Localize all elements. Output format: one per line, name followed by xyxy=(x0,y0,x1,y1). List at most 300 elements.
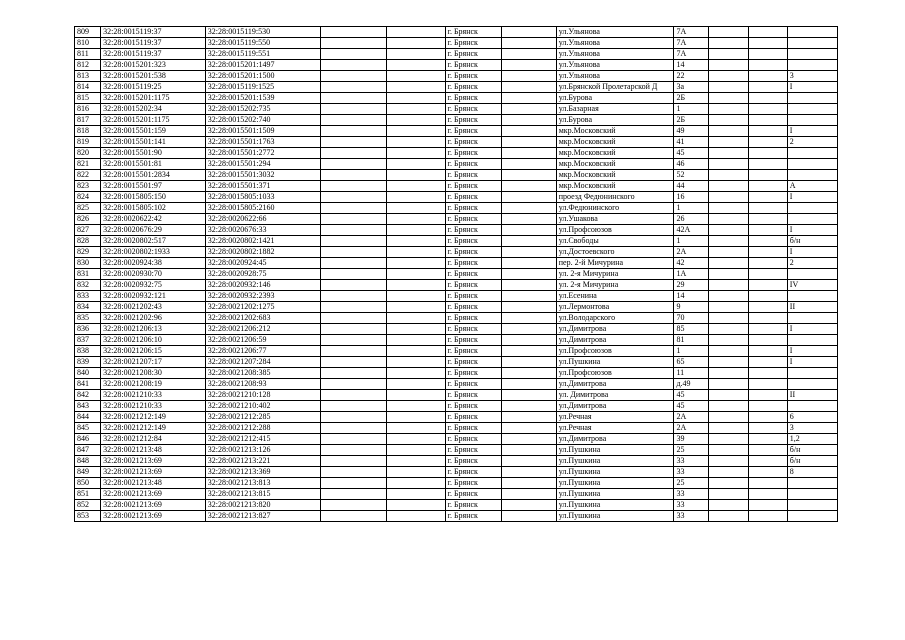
cell-house-number: 39 xyxy=(674,434,709,445)
cell-object-cadastral-number: 32:28:0015119:550 xyxy=(205,38,321,49)
cell-house-number: 45 xyxy=(674,148,709,159)
cell-city: г. Брянск xyxy=(445,489,502,500)
cell-parcel-cadastral-number: 32:28:0020676:29 xyxy=(101,225,206,236)
cell-blank-column-b xyxy=(386,214,445,225)
cell-house-number: 9 xyxy=(674,302,709,313)
table-row xyxy=(75,104,838,115)
cell-blank-column-e xyxy=(748,434,787,445)
cell-city: г. Брянск xyxy=(445,335,502,346)
cell-object-cadastral-number: 32:28:0015501:294 xyxy=(205,159,321,170)
cell-object-cadastral-number: 32:28:0015501:3032 xyxy=(205,170,321,181)
cell-blank-column-e xyxy=(748,357,787,368)
cell-house-number: 2Б xyxy=(674,93,709,104)
cell-blank-column-d xyxy=(709,137,748,148)
cell-row-number: 822 xyxy=(75,170,101,181)
cell-object-cadastral-number: 32:28:0020932:2393 xyxy=(205,291,321,302)
cell-city: г. Брянск xyxy=(445,27,502,38)
cell-city: г. Брянск xyxy=(445,126,502,137)
cell-premises-number: 8 xyxy=(787,467,837,478)
cell-blank-column-b xyxy=(386,115,445,126)
cell-blank-column-a xyxy=(321,500,386,511)
cell-street: ул.Ульянова xyxy=(556,71,674,82)
cell-house-number: 1 xyxy=(674,236,709,247)
cell-house-number: 44 xyxy=(674,181,709,192)
cell-blank-column-a xyxy=(321,137,386,148)
cell-blank-column-d xyxy=(709,368,748,379)
cell-row-number: 811 xyxy=(75,49,101,60)
table-row xyxy=(75,390,838,401)
cell-city: г. Брянск xyxy=(445,445,502,456)
cell-object-cadastral-number: 32:28:0021213:815 xyxy=(205,489,321,500)
cell-blank-column-b xyxy=(386,236,445,247)
cell-object-cadastral-number: 32:28:0015201:1500 xyxy=(205,71,321,82)
cell-blank-column-a xyxy=(321,203,386,214)
cell-house-number: 45 xyxy=(674,390,709,401)
cell-street: ул.Димитрова xyxy=(556,434,674,445)
cell-blank-column-b xyxy=(386,126,445,137)
cell-blank-column-b xyxy=(386,27,445,38)
cell-blank-column-a xyxy=(321,104,386,115)
cell-row-number: 835 xyxy=(75,313,101,324)
cell-blank-column-b xyxy=(386,291,445,302)
cell-object-cadastral-number: 32:28:0015119:530 xyxy=(205,27,321,38)
cell-row-number: 832 xyxy=(75,280,101,291)
cell-blank-column-c xyxy=(502,324,557,335)
cell-blank-column-b xyxy=(386,269,445,280)
cell-object-cadastral-number: 32:28:0021206:77 xyxy=(205,346,321,357)
cell-house-number: 14 xyxy=(674,60,709,71)
cell-blank-column-c xyxy=(502,225,557,236)
cell-blank-column-c xyxy=(502,335,557,346)
cell-city: г. Брянск xyxy=(445,93,502,104)
cell-object-cadastral-number: 32:28:0021208:93 xyxy=(205,379,321,390)
cell-blank-column-a xyxy=(321,302,386,313)
cell-blank-column-b xyxy=(386,170,445,181)
cell-blank-column-d xyxy=(709,346,748,357)
table-row xyxy=(75,137,838,148)
cell-blank-column-b xyxy=(386,456,445,467)
cell-street: ул.Свободы xyxy=(556,236,674,247)
cell-house-number: 2А xyxy=(674,412,709,423)
cell-city: г. Брянск xyxy=(445,258,502,269)
cell-house-number: 7А xyxy=(674,38,709,49)
cell-city: г. Брянск xyxy=(445,280,502,291)
cell-blank-column-d xyxy=(709,159,748,170)
cell-blank-column-e xyxy=(748,324,787,335)
cell-street: ул.Достоевского xyxy=(556,247,674,258)
cell-blank-column-d xyxy=(709,423,748,434)
cell-blank-column-c xyxy=(502,313,557,324)
cell-parcel-cadastral-number: 32:28:0021202:96 xyxy=(101,313,206,324)
cell-blank-column-a xyxy=(321,170,386,181)
cell-blank-column-a xyxy=(321,434,386,445)
cell-premises-number xyxy=(787,115,837,126)
table-row xyxy=(75,401,838,412)
cell-blank-column-e xyxy=(748,170,787,181)
cell-house-number: 22 xyxy=(674,71,709,82)
cell-blank-column-c xyxy=(502,181,557,192)
cell-object-cadastral-number: 32:28:0021202:1275 xyxy=(205,302,321,313)
cell-premises-number: I xyxy=(787,126,837,137)
cell-blank-column-b xyxy=(386,71,445,82)
cell-blank-column-d xyxy=(709,126,748,137)
cell-blank-column-e xyxy=(748,335,787,346)
cell-street: ул.Димитрова xyxy=(556,335,674,346)
cell-premises-number xyxy=(787,313,837,324)
table-row xyxy=(75,335,838,346)
cell-blank-column-b xyxy=(386,181,445,192)
cell-row-number: 828 xyxy=(75,236,101,247)
table-row xyxy=(75,423,838,434)
table-row xyxy=(75,159,838,170)
cell-blank-column-c xyxy=(502,49,557,60)
cell-blank-column-a xyxy=(321,346,386,357)
cell-street: ул. 2-я Мичурина xyxy=(556,269,674,280)
cell-blank-column-b xyxy=(386,445,445,456)
cell-blank-column-d xyxy=(709,269,748,280)
cell-parcel-cadastral-number: 32:28:0015119:37 xyxy=(101,49,206,60)
cell-blank-column-a xyxy=(321,412,386,423)
register-table xyxy=(74,26,838,522)
cell-city: г. Брянск xyxy=(445,225,502,236)
cell-row-number: 823 xyxy=(75,181,101,192)
cell-blank-column-d xyxy=(709,214,748,225)
cell-row-number: 814 xyxy=(75,82,101,93)
cell-row-number: 844 xyxy=(75,412,101,423)
cell-blank-column-d xyxy=(709,335,748,346)
cell-blank-column-c xyxy=(502,258,557,269)
cell-blank-column-a xyxy=(321,115,386,126)
cell-blank-column-b xyxy=(386,49,445,60)
cell-parcel-cadastral-number: 32:28:0020622:42 xyxy=(101,214,206,225)
cell-blank-column-c xyxy=(502,71,557,82)
cell-blank-column-c xyxy=(502,434,557,445)
cell-city: г. Брянск xyxy=(445,456,502,467)
cell-street: ул. 2-я Мичурина xyxy=(556,280,674,291)
cell-object-cadastral-number: 32:28:0021213:369 xyxy=(205,467,321,478)
cell-blank-column-e xyxy=(748,71,787,82)
cell-object-cadastral-number: 32:28:0020928:75 xyxy=(205,269,321,280)
cell-blank-column-b xyxy=(386,324,445,335)
table-row xyxy=(75,38,838,49)
table-row xyxy=(75,445,838,456)
cell-street: ул.Бурова xyxy=(556,115,674,126)
cell-blank-column-c xyxy=(502,368,557,379)
cell-street: ул.Пушкина xyxy=(556,357,674,368)
cell-street: ул.Профсоюзов xyxy=(556,368,674,379)
cell-object-cadastral-number: 32:28:0015501:1763 xyxy=(205,137,321,148)
cell-object-cadastral-number: 32:28:0021213:820 xyxy=(205,500,321,511)
cell-blank-column-d xyxy=(709,280,748,291)
cell-blank-column-c xyxy=(502,104,557,115)
cell-row-number: 824 xyxy=(75,192,101,203)
cell-blank-column-b xyxy=(386,258,445,269)
cell-blank-column-b xyxy=(386,489,445,500)
cell-house-number: 25 xyxy=(674,445,709,456)
cell-blank-column-e xyxy=(748,379,787,390)
cell-street: ул.Речная xyxy=(556,423,674,434)
cell-row-number: 831 xyxy=(75,269,101,280)
cell-blank-column-c xyxy=(502,93,557,104)
cell-city: г. Брянск xyxy=(445,60,502,71)
cell-parcel-cadastral-number: 32:28:0021210:33 xyxy=(101,390,206,401)
cell-blank-column-c xyxy=(502,412,557,423)
cell-premises-number xyxy=(787,511,837,522)
table-row xyxy=(75,148,838,159)
cell-city: г. Брянск xyxy=(445,291,502,302)
cell-row-number: 820 xyxy=(75,148,101,159)
cell-house-number: 65 xyxy=(674,357,709,368)
cell-city: г. Брянск xyxy=(445,313,502,324)
table-row xyxy=(75,456,838,467)
cell-blank-column-a xyxy=(321,71,386,82)
cell-row-number: 845 xyxy=(75,423,101,434)
table-row xyxy=(75,280,838,291)
cell-city: г. Брянск xyxy=(445,214,502,225)
cell-blank-column-c xyxy=(502,489,557,500)
cell-house-number: 7А xyxy=(674,27,709,38)
cell-blank-column-c xyxy=(502,390,557,401)
table-row xyxy=(75,467,838,478)
cell-blank-column-a xyxy=(321,192,386,203)
cell-blank-column-d xyxy=(709,49,748,60)
cell-premises-number xyxy=(787,478,837,489)
cell-city: г. Брянск xyxy=(445,324,502,335)
cell-blank-column-a xyxy=(321,478,386,489)
cell-parcel-cadastral-number: 32:28:0021208:19 xyxy=(101,379,206,390)
cell-street: ул.Профсоюзов xyxy=(556,225,674,236)
cell-blank-column-c xyxy=(502,170,557,181)
table-row xyxy=(75,236,838,247)
cell-blank-column-d xyxy=(709,489,748,500)
cell-city: г. Брянск xyxy=(445,368,502,379)
cell-house-number: 25 xyxy=(674,478,709,489)
cell-parcel-cadastral-number: 32:28:0021213:69 xyxy=(101,489,206,500)
cell-row-number: 825 xyxy=(75,203,101,214)
table-row xyxy=(75,93,838,104)
cell-blank-column-b xyxy=(386,159,445,170)
cell-object-cadastral-number: 32:28:0021213:827 xyxy=(205,511,321,522)
cell-blank-column-e xyxy=(748,82,787,93)
cell-blank-column-c xyxy=(502,38,557,49)
cell-city: г. Брянск xyxy=(445,423,502,434)
cell-blank-column-e xyxy=(748,423,787,434)
cell-premises-number: 2 xyxy=(787,137,837,148)
cell-parcel-cadastral-number: 32:28:0021207:17 xyxy=(101,357,206,368)
table-row xyxy=(75,60,838,71)
cell-blank-column-b xyxy=(386,500,445,511)
cell-parcel-cadastral-number: 32:28:0015119:37 xyxy=(101,27,206,38)
cell-premises-number: 6 xyxy=(787,412,837,423)
cell-blank-column-c xyxy=(502,346,557,357)
cell-row-number: 813 xyxy=(75,71,101,82)
cell-blank-column-a xyxy=(321,269,386,280)
cell-house-number: 7А xyxy=(674,49,709,60)
cell-row-number: 848 xyxy=(75,456,101,467)
cell-city: г. Брянск xyxy=(445,159,502,170)
cell-premises-number: IV xyxy=(787,280,837,291)
table-row xyxy=(75,49,838,60)
cell-blank-column-e xyxy=(748,93,787,104)
cell-house-number: 33 xyxy=(674,500,709,511)
cell-street: ул.Есенина xyxy=(556,291,674,302)
cell-city: г. Брянск xyxy=(445,137,502,148)
cell-house-number: 1 xyxy=(674,203,709,214)
cell-blank-column-e xyxy=(748,511,787,522)
cell-row-number: 840 xyxy=(75,368,101,379)
table-row xyxy=(75,302,838,313)
cell-blank-column-b xyxy=(386,38,445,49)
cell-row-number: 810 xyxy=(75,38,101,49)
cell-premises-number xyxy=(787,214,837,225)
cell-blank-column-a xyxy=(321,335,386,346)
cell-blank-column-c xyxy=(502,60,557,71)
cell-street: мкр.Московский xyxy=(556,137,674,148)
cell-blank-column-c xyxy=(502,27,557,38)
cell-premises-number xyxy=(787,203,837,214)
cell-parcel-cadastral-number: 32:28:0021213:48 xyxy=(101,445,206,456)
cell-object-cadastral-number: 32:28:0015201:1497 xyxy=(205,60,321,71)
cell-city: г. Брянск xyxy=(445,401,502,412)
cell-blank-column-d xyxy=(709,445,748,456)
table-row xyxy=(75,82,838,93)
cell-parcel-cadastral-number: 32:28:0015201:1175 xyxy=(101,93,206,104)
cell-blank-column-a xyxy=(321,489,386,500)
cell-object-cadastral-number: 32:28:0015805:1033 xyxy=(205,192,321,203)
cell-object-cadastral-number: 32:28:0015501:2772 xyxy=(205,148,321,159)
cell-row-number: 833 xyxy=(75,291,101,302)
cell-blank-column-c xyxy=(502,423,557,434)
cell-blank-column-e xyxy=(748,445,787,456)
table-row xyxy=(75,247,838,258)
cell-street: ул.Пушкина xyxy=(556,478,674,489)
cell-blank-column-e xyxy=(748,159,787,170)
cell-blank-column-b xyxy=(386,401,445,412)
cell-premises-number: I xyxy=(787,82,837,93)
cell-row-number: 841 xyxy=(75,379,101,390)
cell-blank-column-c xyxy=(502,379,557,390)
cell-street: мкр.Московский xyxy=(556,126,674,137)
cell-house-number: 26 xyxy=(674,214,709,225)
cell-blank-column-c xyxy=(502,500,557,511)
table-row xyxy=(75,313,838,324)
cell-parcel-cadastral-number: 32:28:0015501:141 xyxy=(101,137,206,148)
cell-city: г. Брянск xyxy=(445,478,502,489)
cell-house-number: 2Б xyxy=(674,115,709,126)
table-row xyxy=(75,115,838,126)
cell-blank-column-b xyxy=(386,379,445,390)
cell-city: г. Брянск xyxy=(445,269,502,280)
cell-row-number: 819 xyxy=(75,137,101,148)
cell-row-number: 830 xyxy=(75,258,101,269)
cell-blank-column-e xyxy=(748,104,787,115)
cell-blank-column-d xyxy=(709,192,748,203)
cell-row-number: 815 xyxy=(75,93,101,104)
cell-blank-column-c xyxy=(502,203,557,214)
cell-house-number: 42 xyxy=(674,258,709,269)
cell-premises-number: б/н xyxy=(787,456,837,467)
cell-blank-column-d xyxy=(709,247,748,258)
cell-blank-column-a xyxy=(321,313,386,324)
cell-city: г. Брянск xyxy=(445,82,502,93)
cell-premises-number: I xyxy=(787,324,837,335)
cell-blank-column-e xyxy=(748,489,787,500)
cell-row-number: 821 xyxy=(75,159,101,170)
cell-blank-column-d xyxy=(709,258,748,269)
cell-blank-column-a xyxy=(321,423,386,434)
cell-blank-column-d xyxy=(709,401,748,412)
cell-street: ул.Лермонтова xyxy=(556,302,674,313)
cell-street: мкр.Московский xyxy=(556,170,674,181)
cell-parcel-cadastral-number: 32:28:0020930:70 xyxy=(101,269,206,280)
cell-blank-column-a xyxy=(321,324,386,335)
cell-object-cadastral-number: 32:28:0020622:66 xyxy=(205,214,321,225)
cell-parcel-cadastral-number: 32:28:0021212:149 xyxy=(101,423,206,434)
cell-blank-column-e xyxy=(748,269,787,280)
table-row xyxy=(75,126,838,137)
cell-blank-column-a xyxy=(321,511,386,522)
cell-blank-column-a xyxy=(321,27,386,38)
cell-blank-column-e xyxy=(748,478,787,489)
cell-blank-column-d xyxy=(709,291,748,302)
cell-blank-column-e xyxy=(748,500,787,511)
cell-parcel-cadastral-number: 32:28:0015501:159 xyxy=(101,126,206,137)
cell-parcel-cadastral-number: 32:28:0015119:25 xyxy=(101,82,206,93)
cell-blank-column-d xyxy=(709,478,748,489)
table-row xyxy=(75,346,838,357)
table-row xyxy=(75,27,838,38)
cell-blank-column-d xyxy=(709,104,748,115)
cell-premises-number xyxy=(787,38,837,49)
table-row xyxy=(75,368,838,379)
cell-blank-column-b xyxy=(386,368,445,379)
cell-blank-column-e xyxy=(748,148,787,159)
cell-blank-column-b xyxy=(386,192,445,203)
cell-blank-column-a xyxy=(321,38,386,49)
table-row xyxy=(75,192,838,203)
table-row xyxy=(75,412,838,423)
cell-blank-column-e xyxy=(748,137,787,148)
cell-premises-number: 3 xyxy=(787,423,837,434)
cell-blank-column-a xyxy=(321,456,386,467)
cell-blank-column-b xyxy=(386,148,445,159)
cell-parcel-cadastral-number: 32:28:0021212:84 xyxy=(101,434,206,445)
cell-blank-column-d xyxy=(709,170,748,181)
cell-parcel-cadastral-number: 32:28:0021206:10 xyxy=(101,335,206,346)
cell-blank-column-d xyxy=(709,302,748,313)
cell-row-number: 834 xyxy=(75,302,101,313)
cell-blank-column-c xyxy=(502,445,557,456)
cell-blank-column-a xyxy=(321,368,386,379)
cell-parcel-cadastral-number: 32:28:0015201:538 xyxy=(101,71,206,82)
cell-premises-number: I xyxy=(787,192,837,203)
cell-parcel-cadastral-number: 32:28:0021206:13 xyxy=(101,324,206,335)
cell-object-cadastral-number: 32:28:0021208:385 xyxy=(205,368,321,379)
cell-blank-column-d xyxy=(709,511,748,522)
register-table-body xyxy=(75,27,838,522)
cell-blank-column-d xyxy=(709,115,748,126)
cell-blank-column-e xyxy=(748,60,787,71)
cell-premises-number: 1,2 xyxy=(787,434,837,445)
cell-parcel-cadastral-number: 32:28:0020932:75 xyxy=(101,280,206,291)
cell-object-cadastral-number: 32:28:0015202:740 xyxy=(205,115,321,126)
cell-street: ул.Речная xyxy=(556,412,674,423)
cell-house-number: 33 xyxy=(674,456,709,467)
cell-blank-column-e xyxy=(748,412,787,423)
cell-object-cadastral-number: 32:28:0020802:1882 xyxy=(205,247,321,258)
cell-row-number: 812 xyxy=(75,60,101,71)
cell-parcel-cadastral-number: 32:28:0021212:149 xyxy=(101,412,206,423)
